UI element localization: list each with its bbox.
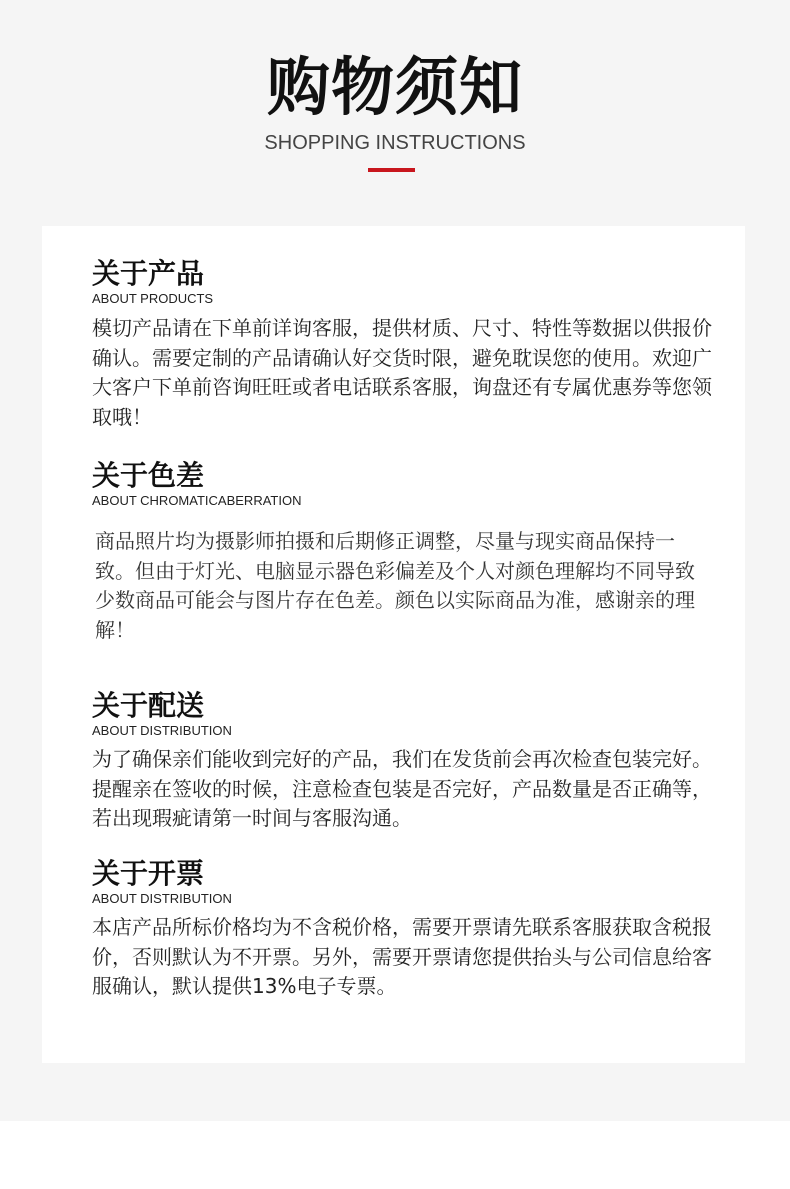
section-subheading: ABOUT DISTRIBUTION (92, 723, 232, 738)
section-subheading: ABOUT CHROMATICABERRATION (92, 493, 302, 508)
section-about-products (92, 257, 712, 432)
section-body: 为了确保亲们能收到完好的产品，我们在发货前会再次检查包装完好。提醒亲在签收的时候，注意检查包装是否完好，产品数量是否正确等，若出现瑕疵请第一时间与客服沟通。 (92, 747, 712, 830)
section-subheading: ABOUT PRODUCTS (92, 291, 214, 306)
section-heading: 关于配送 (92, 689, 205, 722)
section-body: 商品照片均为摄影师拍摄和后期修正调整，尽量与现实商品保持一致。但由于灯光、电脑显示器色彩偏差及个人对颜色理解均不同导致少数商品可能会与图片存在色差。颜色以实际商品为准，感谢亲的理解！ (95, 529, 695, 642)
page-subtitle: SHOPPING INSTRUCTIONS (264, 132, 526, 154)
section-heading: 关于色差 (92, 459, 205, 492)
section-heading: 关于产品 (92, 257, 205, 290)
section-heading: 关于开票 (92, 857, 205, 890)
page-title: 购物须知 (267, 51, 523, 124)
instructions-card (42, 226, 745, 1063)
section-about-invoice (92, 857, 712, 1002)
title-accent-divider (368, 168, 415, 172)
section-body: 本店产品所标价格均为不含税价格，需要开票请先联系客服获取含税报价，否则默认为不开票。另外，需要开票请您提供抬头与公司信息给客服确认，默认提供13%电子专票。 (92, 915, 712, 998)
section-about-distribution (92, 689, 712, 834)
section-subheading: ABOUT DISTRIBUTION (92, 891, 232, 906)
section-body: 模切产品请在下单前详询客服，提供材质、尺寸、特性等数据以供报价确认。需要定制的产品请确认好交货时限，避免耽误您的使用。欢迎广大客户下单前咨询旺旺或者电话联系客服，询盘还有专属优惠券等您领取哦！ (92, 316, 712, 429)
section-about-color-difference (92, 459, 712, 645)
